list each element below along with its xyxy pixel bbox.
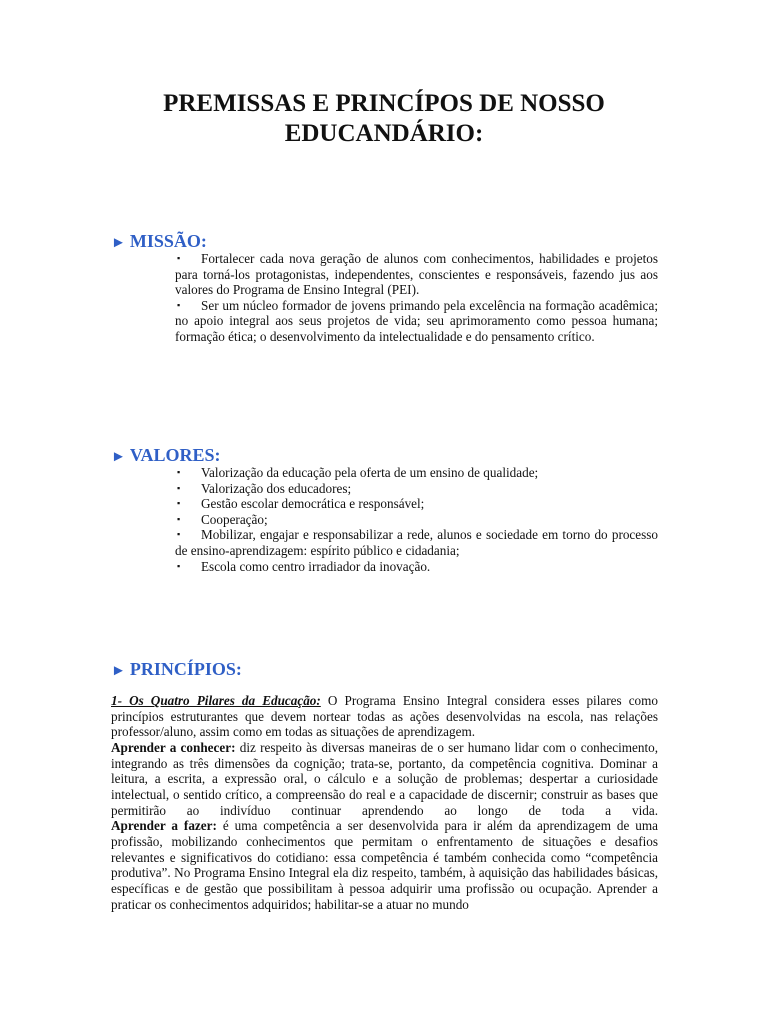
- list-item: ▪ Ser um núcleo formador de jovens primando pela excelência na formação acadêmica; no apoio integral aos seus projetos de vida; seu aprimoramento como pessoa humana; formação ética; o desenvolvimento da intelectualidade e do pensamento crítico.: [175, 297, 658, 344]
- principios-body: [111, 693, 658, 912]
- aprender-fazer-label: Aprender a fazer:: [111, 818, 217, 834]
- section-heading-label: MISSÃO:: [129, 231, 207, 251]
- list-item: ▪ Gestão escolar democrática e responsável;: [177, 496, 425, 512]
- bullet-icon: ▪: [177, 482, 181, 493]
- list-item: ▪ Mobilizar, engajar e responsabilizar a rede, alunos e sociedade em torno do processo de ensino-aprendizagem: espírito público e cidadania;: [175, 527, 658, 558]
- section-heading-label: PRINCÍPIOS:: [129, 659, 242, 679]
- list-item: ▪ Valorização dos educadores;: [177, 480, 352, 496]
- list-item: ▪ Valorização da educação pela oferta de um ensino de qualidade;: [177, 465, 539, 480]
- valores-list: [175, 465, 658, 574]
- bullet-icon: ▪: [177, 529, 181, 540]
- section-heading-missao: [111, 231, 207, 252]
- bullet-icon: ▪: [177, 498, 181, 509]
- page-title: [100, 89, 668, 149]
- bullet-icon: ▪: [177, 253, 181, 263]
- missao-list: [175, 251, 658, 345]
- arrow-right-icon: ►: [111, 235, 126, 251]
- paragraph-pilares: 1- Os Quatro Pilares da Educação: O Programa Ensino Integral considera esses pilares como princípios estruturantes que devem nortear todas as ações desenvolvidas na escola, nas relações professor/aluno, assim como em todas as situações de aprendizagem.: [111, 693, 658, 740]
- page-title-line-2: EDUCANDÁRIO:: [284, 120, 484, 147]
- section-heading-valores: [111, 445, 221, 466]
- section-heading-principios: [111, 659, 242, 680]
- paragraph-aprender-fazer: Aprender a fazer: é uma competência a ser desenvolvida para ir além da aprendizagem de uma profissão, mobilizando conhecimentos que permitam o enfrentamento de situações e desafios relevantes e significativos do cotidiano: essa competência é também conhecida como “competência produtiva”. No Programa Ensino Integral ela diz respeito, também, à aquisição das habilidades básicas, específicas e de gestão que possibilitam à pessoa adquirir uma profissão ou ocupação. Aprender a praticar os conhecimentos adquiridos; habilitar-se a atuar no mundo: [111, 818, 658, 912]
- bullet-icon: ▪: [177, 513, 181, 524]
- bullet-icon: ▪: [177, 560, 181, 571]
- page-title-line-1: PREMISSAS E PRINCÍPOS DE NOSSO: [163, 90, 605, 117]
- list-item: ▪ Cooperação;: [177, 511, 268, 527]
- bullet-icon: ▪: [177, 467, 181, 477]
- bullet-icon: ▪: [177, 299, 181, 310]
- pilares-label: 1- Os Quatro Pilares da Educação:: [111, 693, 321, 708]
- paragraph-aprender-conhecer: Aprender a conhecer: diz respeito às diversas maneiras de o ser humano lidar com o conhecimento, integrando as três dimensões da cognição; trata-se, portanto, da competência cognitiva. Dominar a leitura, a escrita, a expressão oral, o cálculo e a solução de problemas; despertar a curiosidade intelectual, o sentido crítico, a compreensão do real e a capacidade de discernir; construir as bases que permitirão ao indivíduo continuar aprendendo ao longo de toda a vida.: [111, 739, 658, 818]
- arrow-right-icon: ►: [111, 663, 126, 679]
- list-item: ▪ Fortalecer cada nova geração de alunos com conhecimentos, habilidades e projetos para torná-los protagonistas, independentes, conscientes e responsáveis, fazendo jus aos valores do Programa de Ensino Integral (PEI).: [175, 251, 658, 298]
- list-item: ▪ Escola como centro irradiador da inovação.: [177, 558, 431, 574]
- section-heading-label: VALORES:: [129, 445, 221, 465]
- arrow-right-icon: ►: [111, 449, 126, 465]
- aprender-conhecer-label: Aprender a conhecer:: [111, 739, 236, 755]
